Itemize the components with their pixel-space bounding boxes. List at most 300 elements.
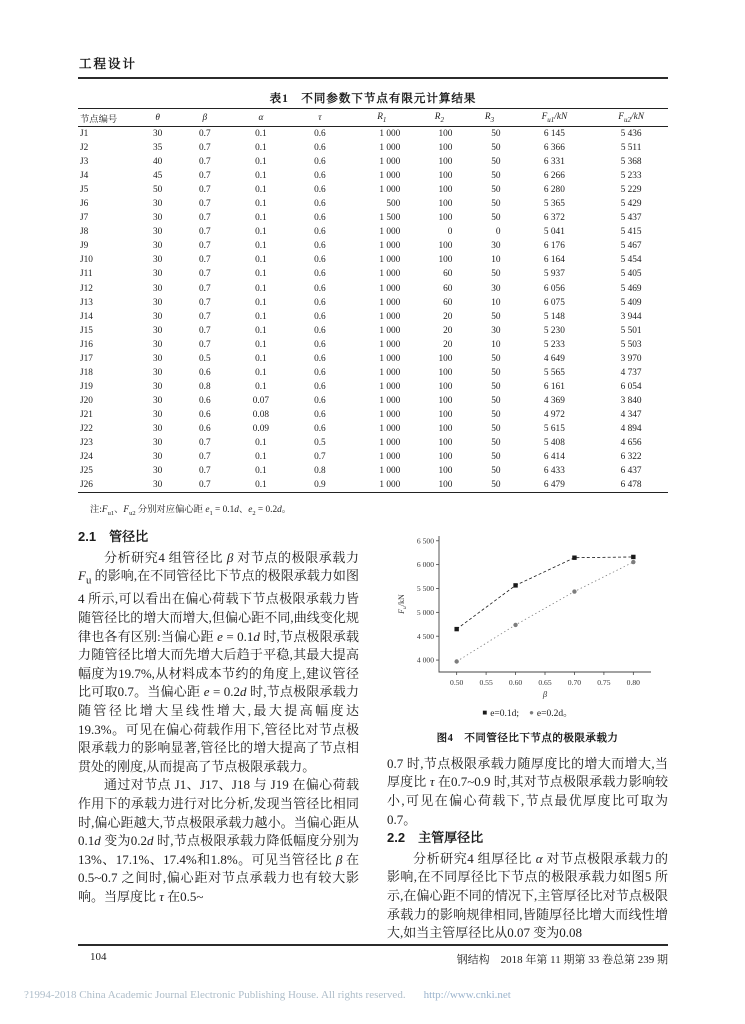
line-chart <box>393 528 663 706</box>
table-cell: 1 000 <box>379 297 401 308</box>
table-cell: 0.9 <box>314 480 326 491</box>
table-cell: 30 <box>153 297 163 308</box>
table-cell: 0.7 <box>199 339 211 350</box>
table-cell: 50 <box>491 409 501 420</box>
table-cell: 0.6 <box>314 143 326 154</box>
table-cell: 1 000 <box>379 395 401 406</box>
svg-text:0.50: 0.50 <box>449 678 463 687</box>
table-cell: 20 <box>443 325 453 336</box>
table-cell: 5 469 <box>620 283 642 294</box>
table-cell: J12 <box>80 283 93 294</box>
table-cell: J10 <box>80 255 93 266</box>
table-cell: 6 414 <box>543 452 565 463</box>
table-cell: 5 454 <box>620 255 642 266</box>
table-cell: 30 <box>153 381 163 392</box>
table-cell: 0.09 <box>252 423 270 434</box>
table-cell: 30 <box>153 311 163 322</box>
table-cell: 0.6 <box>314 185 326 196</box>
table-row <box>78 211 668 225</box>
table-cell: 30 <box>491 325 501 336</box>
table-caption: 表1 不同参数下节点有限元计算结果 <box>269 93 477 105</box>
table-cell: 0.1 <box>255 438 267 449</box>
table-cell: 0.7 <box>199 143 211 154</box>
table-row <box>78 478 668 493</box>
figure-4 <box>387 528 668 749</box>
table-cell: 5 511 <box>620 143 642 154</box>
table-header-cell: β <box>202 112 208 123</box>
table-cell: 40 <box>153 157 163 168</box>
journal-info: 钢结构 2018 年第 11 期第 33 卷总第 239 期 <box>456 954 668 966</box>
table-cell: J20 <box>80 395 93 406</box>
table-cell: 0.08 <box>252 409 270 420</box>
table-cell: 50 <box>491 438 501 449</box>
table-cell: 6 331 <box>543 157 565 168</box>
table-cell: 6 437 <box>620 466 642 477</box>
svg-text:4 500: 4 500 <box>416 631 434 641</box>
table-cell: 30 <box>153 199 163 210</box>
table-cell: 1 000 <box>379 381 401 392</box>
table-cell: 0.1 <box>255 269 267 280</box>
table-cell: 6 366 <box>543 143 565 154</box>
table-cell: 1 000 <box>379 311 401 322</box>
table-cell: 0.1 <box>255 185 267 196</box>
table-cell: 0.1 <box>255 452 267 463</box>
table-cell: 30 <box>153 466 163 477</box>
table-cell: 0.1 <box>255 339 267 350</box>
table-cell: 5 233 <box>620 171 642 182</box>
table-header-cell: τ <box>318 112 322 123</box>
table-cell: 0.1 <box>255 480 267 491</box>
svg-text:0.70: 0.70 <box>567 678 581 687</box>
table-cell: 30 <box>153 353 163 364</box>
table-cell: J3 <box>80 157 89 168</box>
table-cell: 6 479 <box>543 480 565 491</box>
table-cell: 10 <box>491 255 501 266</box>
table-row <box>78 197 668 211</box>
table-cell: 0.6 <box>314 339 326 350</box>
table-cell: 0.1 <box>255 199 267 210</box>
table-cell: 100 <box>438 395 453 406</box>
chart-svg <box>393 528 663 700</box>
table-cell: 0.6 <box>314 227 326 238</box>
footer <box>78 951 668 967</box>
paragraph: 通过对节点 J1、J17、J18 与 J19 在偏心荷载作用下的承载力进行对比分析,发现当管径比相同时,偏心距越大,节点极限承载力越小。当偏心距从0.1d 变为0.2d 时,节点极限承载力降低幅度分别为13%、17.1%、17.4%和1.8%。可见当管径比 β 在0.5~0.7 之间时,偏心距对节点承载力也有较大影响。当厚度比 τ 在0.5~ <box>78 777 359 904</box>
table-cell: 4 347 <box>620 409 642 420</box>
table-cell: 0.7 <box>199 255 211 266</box>
table-cell: 0.1 <box>255 157 267 168</box>
table-cell: J22 <box>80 423 93 434</box>
table-cell: 30 <box>153 283 163 294</box>
table-cell: 3 970 <box>620 353 642 364</box>
table-cell: 6 322 <box>620 452 642 463</box>
table-cell: 1 000 <box>379 339 401 350</box>
table-cell: 6 056 <box>543 283 565 294</box>
table-cell: 50 <box>491 395 501 406</box>
page-number: 104 <box>90 951 107 963</box>
table-cell: 4 894 <box>620 423 642 434</box>
table-cell: 0.7 <box>199 438 211 449</box>
table-cell: 100 <box>438 157 453 168</box>
section-heading-2-1: 2.1 管径比 <box>78 529 149 544</box>
table-cell: 30 <box>153 480 163 491</box>
table-cell: 500 <box>386 199 401 210</box>
table-row <box>78 450 668 464</box>
table-cell: 0.6 <box>314 325 326 336</box>
table-cell: J23 <box>80 438 93 449</box>
table-cell: J11 <box>80 269 93 280</box>
table-cell: 6 266 <box>543 171 565 182</box>
table-header-cell: θ <box>155 112 160 123</box>
table-row <box>78 422 668 436</box>
copyright-line <box>24 989 511 1001</box>
table-cell: 0.6 <box>314 423 326 434</box>
svg-text:5 000: 5 000 <box>416 607 434 617</box>
table-cell: 1 000 <box>379 367 401 378</box>
table-cell: 0.6 <box>314 381 326 392</box>
table-header-cell: $R_2$ <box>434 111 444 124</box>
table-cell: 30 <box>153 227 163 238</box>
table-row <box>78 253 668 267</box>
table-header-cell: $F_{u1}/kN$ <box>541 111 568 124</box>
table-cell: J1 <box>80 129 89 139</box>
table-row <box>78 296 668 310</box>
table-cell: 50 <box>491 185 501 196</box>
table-cell: 0.6 <box>314 283 326 294</box>
table-cell: 6 478 <box>620 480 642 491</box>
svg-text:4 000: 4 000 <box>416 655 434 665</box>
table-cell: 0.6 <box>314 311 326 322</box>
table-cell: 0.6 <box>314 241 326 252</box>
table-cell: 4 972 <box>543 409 565 420</box>
table-cell: 0.6 <box>314 409 326 420</box>
table-cell: 0.1 <box>255 353 267 364</box>
legend-square-marker-icon: ■ <box>482 707 488 717</box>
table-cell: 0.1 <box>255 297 267 308</box>
table-cell: 0.6 <box>314 129 326 139</box>
table-cell: 50 <box>491 466 501 477</box>
paragraph: 分析研究4 组厚径比 α 对节点极限承载力的影响,在不同厚径比下节点的极限承载力如图5 所示,在偏心距不同的情况下,主管厚径比对节点极限承载力的影响规律相同,皆随厚径比增大而线性增大,如当主管厚径比从0.07 变为0.08 <box>387 850 668 941</box>
table-cell: 0.6 <box>199 395 211 406</box>
table-cell: 100 <box>438 423 453 434</box>
table-cell: J15 <box>80 325 93 336</box>
table-cell: 5 368 <box>620 157 642 168</box>
table-cell: 5 467 <box>620 241 642 252</box>
legend-circle-marker-icon: ● <box>529 707 534 717</box>
figure-caption: 图4 不同管径比下节点的极限承载力 <box>436 733 619 745</box>
table-cell: 60 <box>443 269 453 280</box>
cnki-url[interactable]: http://www.cnki.net <box>423 989 511 1001</box>
table-cell: 0.1 <box>255 129 267 139</box>
table-cell: J7 <box>80 213 89 224</box>
table-cell: 0.7 <box>199 297 211 308</box>
table-cell: 50 <box>153 185 163 196</box>
table-cell: 0.6 <box>314 367 326 378</box>
table-cell: 100 <box>438 438 453 449</box>
table-row <box>78 282 668 296</box>
paragraph: 分析研究4 组管径比 β 对节点的极限承载力 $F_u$ 的影响,在不同管径比下节点的极限承载力如图4 所示,可以看出在偏心荷载下节点极限承载力皆随管径比的增大而增大,但偏心距不同,曲线变化规律也各有区别:当偏心距 e = 0.1d 时,节点极限承载力随管径比增大而先增大后趋于平稳,其最大提高幅度为19.7%,从材料成本节约的角度上,建议管径比可取0.7。当偏心距 e = 0.2d 时,节点极限承载力随管径比增大呈线性增大,最大提高幅度达19.3%。可见在偏心荷载作用下,管径比对节点极限承载力的影响显著,管径比的增大提高了节点相贯处的刚度,从而提高了节点极限承载力。 <box>78 549 359 774</box>
table-cell: 1 000 <box>379 269 401 280</box>
table-header-cell: 节点编号 <box>80 114 118 125</box>
table-cell: 0.7 <box>199 199 211 210</box>
table-cell: 100 <box>438 129 453 139</box>
table-cell: 100 <box>438 466 453 477</box>
svg-text:5 500: 5 500 <box>416 584 434 594</box>
table-row <box>78 183 668 197</box>
table-cell: 100 <box>438 143 453 154</box>
table-row <box>78 141 668 155</box>
table-cell: 0.7 <box>199 311 211 322</box>
table-cell: J13 <box>80 297 93 308</box>
table-cell: 0.8 <box>199 381 211 392</box>
table-cell: 0.5 <box>314 438 326 449</box>
table-cell: 35 <box>153 143 163 154</box>
table-cell: 5 436 <box>620 129 642 139</box>
table-cell: 0.6 <box>199 367 211 378</box>
table-cell: 100 <box>438 255 453 266</box>
table-cell: J18 <box>80 367 93 378</box>
table-cell: 0.1 <box>255 143 267 154</box>
table-cell: 0.6 <box>314 353 326 364</box>
table-cell: 10 <box>491 339 501 350</box>
table-cell: 5 565 <box>543 367 565 378</box>
table-cell: 10 <box>491 297 501 308</box>
table-cell: 1 000 <box>379 255 401 266</box>
table-row <box>78 127 668 142</box>
table-cell: J9 <box>80 241 89 252</box>
table-cell: 50 <box>491 269 501 280</box>
table-cell: 3 944 <box>620 311 642 322</box>
table-cell: 100 <box>438 213 453 224</box>
table-cell: 50 <box>491 129 501 139</box>
table-cell: 0.1 <box>255 466 267 477</box>
right-column <box>387 528 668 943</box>
table-cell: 0.1 <box>255 241 267 252</box>
table-cell: 6 054 <box>620 381 642 392</box>
table-cell: 0.07 <box>252 395 270 406</box>
table-cell: 6 075 <box>543 297 565 308</box>
table-cell: 100 <box>438 185 453 196</box>
svg-text:0.55: 0.55 <box>478 678 493 687</box>
table-cell: 5 429 <box>620 199 642 210</box>
table-cell: 5 501 <box>620 325 642 336</box>
table-cell: 50 <box>491 480 501 491</box>
legend-entry <box>482 709 519 719</box>
table-cell: 0.6 <box>199 423 211 434</box>
table-cell: 0.1 <box>255 255 267 266</box>
table-cell: 6 433 <box>543 466 565 477</box>
table-cell: 100 <box>438 353 453 364</box>
table-cell: 30 <box>153 395 163 406</box>
table-cell: 0.6 <box>314 213 326 224</box>
two-column-body <box>78 528 668 943</box>
table-cell: 30 <box>153 241 163 252</box>
table-cell: 0.6 <box>314 199 326 210</box>
table-body <box>78 127 668 493</box>
table-cell: 0.6 <box>199 409 211 420</box>
table-cell: 30 <box>153 255 163 266</box>
legend-label: e=0.1d; <box>490 708 520 719</box>
table-cell: 5 415 <box>620 227 642 238</box>
table-cell: 100 <box>438 171 453 182</box>
table-row <box>78 436 668 450</box>
table-cell: 6 164 <box>543 255 565 266</box>
table-cell: 30 <box>491 241 501 252</box>
table-note: 注$:F_{u1}$、$F_{u2}$ 分别对应偏心距 $e_1 = 0.1d$、$e_2 = 0.2d$。 <box>90 505 292 517</box>
legend-entry <box>529 709 573 719</box>
table-cell: 0.7 <box>199 227 211 238</box>
table-cell: 1 000 <box>379 466 401 477</box>
table-cell: J16 <box>80 339 93 350</box>
header-rule <box>78 77 668 79</box>
legend-label: e=0.2d。 <box>536 708 573 719</box>
table-cell: 30 <box>153 325 163 336</box>
table-cell: 1 000 <box>379 423 401 434</box>
table-cell: 0.1 <box>255 381 267 392</box>
table-cell: 60 <box>443 283 453 294</box>
table-cell: 50 <box>491 353 501 364</box>
table-cell: 0.7 <box>199 325 211 336</box>
table-header-cell: $R_3$ <box>484 111 495 124</box>
table-cell: 50 <box>491 381 501 392</box>
table-cell: 6 176 <box>543 241 565 252</box>
table-row <box>78 239 668 253</box>
table-cell: 0.7 <box>199 480 211 491</box>
table-header-cell: $F_{u2}/kN$ <box>618 111 644 124</box>
table-cell: 1 500 <box>379 213 401 224</box>
table-cell: 5 409 <box>620 297 642 308</box>
table-cell: 6 280 <box>543 185 565 196</box>
table-cell: J24 <box>80 452 93 463</box>
running-head: 工程设计 <box>79 57 138 71</box>
table-cell: 0.6 <box>314 255 326 266</box>
footer-rule <box>78 944 668 946</box>
table-cell: 0.6 <box>314 297 326 308</box>
table-cell: 1 000 <box>379 185 401 196</box>
table-cell: 50 <box>491 213 501 224</box>
table-cell: 6 145 <box>543 129 565 139</box>
table-cell: J21 <box>80 409 93 420</box>
table-cell: 30 <box>153 269 163 280</box>
table-cell: 0.1 <box>255 213 267 224</box>
table-cell: 30 <box>153 213 163 224</box>
table-cell: 5 405 <box>620 269 642 280</box>
table-cell: 1 000 <box>379 409 401 420</box>
table-cell: J14 <box>80 311 93 322</box>
table-cell: 1 000 <box>379 480 401 491</box>
table-row <box>78 169 668 183</box>
table-cell: 1 000 <box>379 227 401 238</box>
table-cell: 30 <box>153 452 163 463</box>
table-cell: 30 <box>153 409 163 420</box>
table-cell: 20 <box>443 311 453 322</box>
table-cell: 60 <box>443 297 453 308</box>
section-heading-2-2: 2.2 主管厚径比 <box>387 830 484 846</box>
table-cell: 50 <box>491 157 501 168</box>
table-cell: J26 <box>80 480 93 491</box>
table-cell: 0.7 <box>199 171 211 182</box>
table-cell: 0.6 <box>314 171 326 182</box>
table-cell: 20 <box>443 339 453 350</box>
table-cell: 30 <box>153 367 163 378</box>
table-cell: 4 369 <box>543 395 565 406</box>
table-cell: 4 649 <box>543 353 565 364</box>
table-cell: 0.7 <box>199 129 211 139</box>
table-cell: 1 000 <box>379 452 401 463</box>
table-cell: 0.1 <box>255 171 267 182</box>
table-cell: 1 000 <box>379 171 401 182</box>
svg-text:0.65: 0.65 <box>537 678 552 687</box>
table-cell: 100 <box>438 452 453 463</box>
table-cell: 1 000 <box>379 325 401 336</box>
table-row <box>78 380 668 394</box>
table-cell: 0.1 <box>255 325 267 336</box>
table-cell: 0.6 <box>314 269 326 280</box>
table-cell: 0.8 <box>314 466 326 477</box>
table-cell: 100 <box>438 199 453 210</box>
table-cell: 50 <box>491 199 501 210</box>
table-cell: 6 161 <box>543 381 565 392</box>
table-cell: 0.7 <box>199 213 211 224</box>
table-cell: 45 <box>153 171 163 182</box>
table-cell: 0.7 <box>314 452 326 463</box>
table-cell: 30 <box>153 438 163 449</box>
svg-text:β: β <box>542 689 547 699</box>
table-row <box>78 267 668 281</box>
table-cell: J25 <box>80 466 93 477</box>
table-cell: 0.7 <box>199 283 211 294</box>
table-cell: J5 <box>80 185 89 196</box>
table-cell: 1 000 <box>379 283 401 294</box>
table-cell: 30 <box>153 129 163 139</box>
table-cell: 30 <box>491 283 501 294</box>
table-row <box>78 310 668 324</box>
table-cell: 3 840 <box>620 395 642 406</box>
table-cell: 1 000 <box>379 241 401 252</box>
table-cell: 5 937 <box>543 269 565 280</box>
table-header-row <box>78 109 668 127</box>
svg-text:6 500: 6 500 <box>416 536 434 546</box>
table-header-cell: $R_1$ <box>377 111 387 124</box>
table-cell: 0 <box>447 227 453 238</box>
table-cell: 0.5 <box>199 353 211 364</box>
table-cell: 5 233 <box>543 339 565 350</box>
table-row <box>78 352 668 366</box>
table-cell: 4 656 <box>620 438 642 449</box>
table-cell: 5 365 <box>543 199 565 210</box>
table-cell: 1 000 <box>379 438 401 449</box>
table-cell: 0.6 <box>314 395 326 406</box>
table-cell: J19 <box>80 381 93 392</box>
table-cell: 0.1 <box>255 311 267 322</box>
table-cell: 100 <box>438 409 453 420</box>
results-table <box>78 108 668 493</box>
table-row <box>78 394 668 408</box>
table-cell: 1 000 <box>379 143 401 154</box>
table-cell: J6 <box>80 199 89 210</box>
table-cell: 100 <box>438 381 453 392</box>
table-cell: 0.1 <box>255 227 267 238</box>
table-cell: 100 <box>438 241 453 252</box>
table-cell: 5 503 <box>620 339 642 350</box>
table-cell: 0.6 <box>314 157 326 168</box>
table-cell: 5 230 <box>543 325 565 336</box>
table-cell: 5 408 <box>543 438 565 449</box>
table-cell: 0 <box>495 227 501 238</box>
table-row <box>78 408 668 422</box>
table-cell: J17 <box>80 353 93 364</box>
table-cell: 0.7 <box>199 452 211 463</box>
table-cell: 100 <box>438 367 453 378</box>
